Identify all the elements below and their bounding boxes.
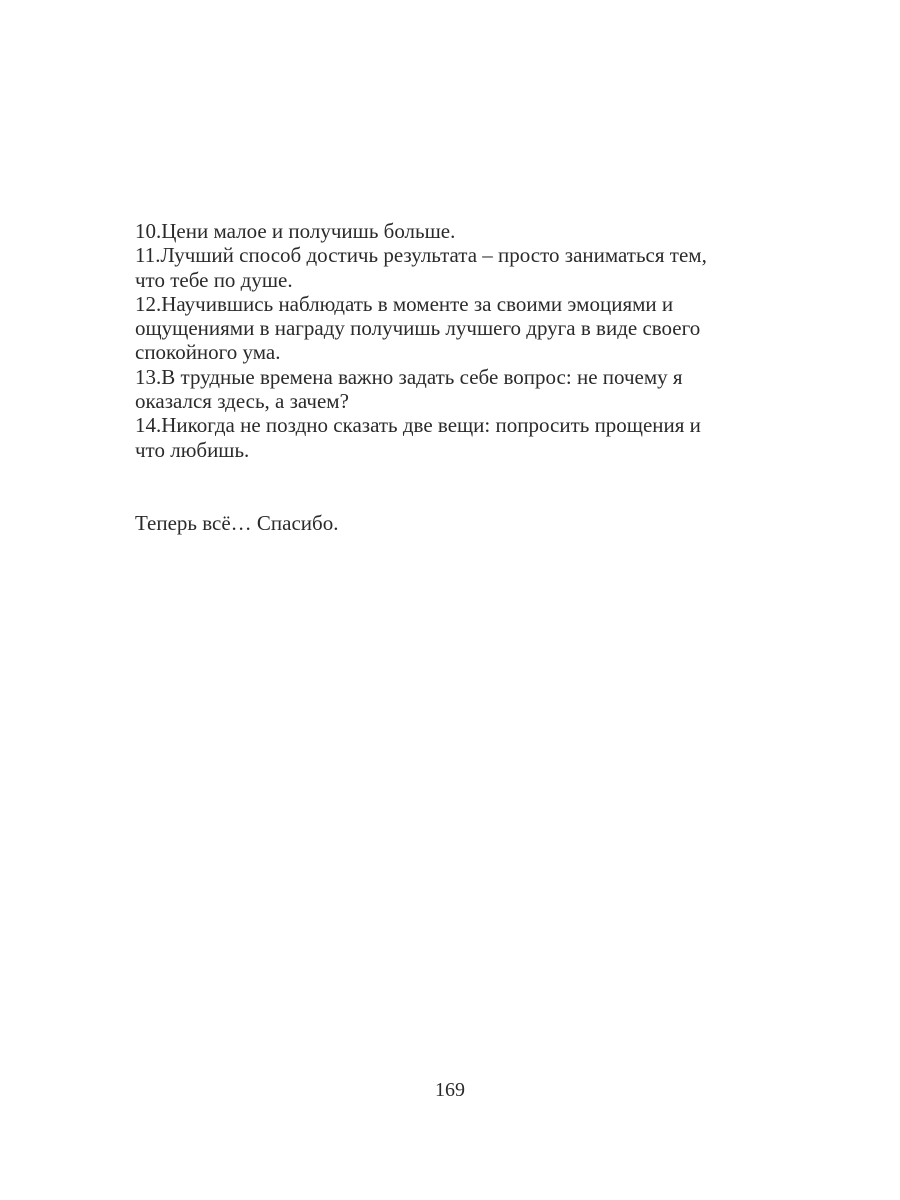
closing-text: Теперь всё… Спасибо.	[135, 511, 339, 535]
page-number: 169	[435, 1079, 465, 1101]
numbered-list	[135, 219, 775, 462]
list-item: 12.Научившись наблюдать в моменте за своими эмоциями и ощущениями в награду получишь лучшего друга в виде своего спокойного ума.	[135, 291, 701, 365]
list-item: 11.Лучший способ достичь результата – просто заниматься тем, что тебе по душе.	[135, 243, 707, 292]
list-item: 10.Цени малое и получишь больше.	[135, 219, 456, 243]
list-item: 13.В трудные времена важно задать себе вопрос: не почему я оказался здесь, а зачем?	[135, 364, 683, 414]
list-item: 14.Никогда не поздно сказать две вещи: попросить прощения и что любишь.	[135, 413, 701, 462]
page-body	[135, 219, 775, 462]
